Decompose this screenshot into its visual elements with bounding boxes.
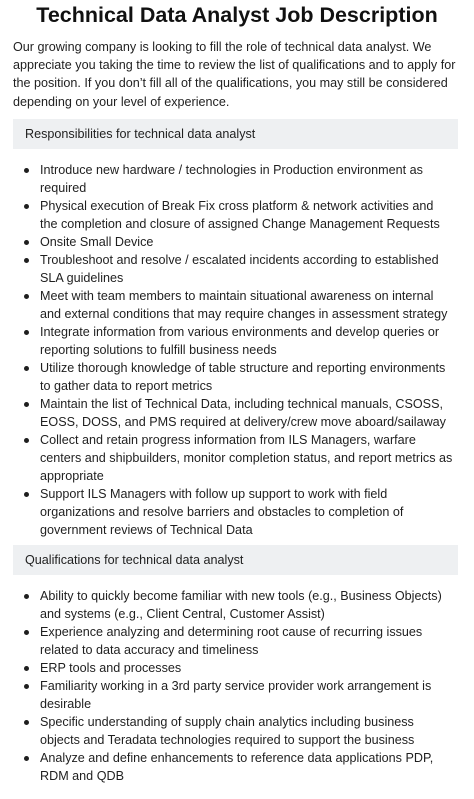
bullet-icon [24, 258, 29, 263]
bullet-icon [24, 168, 29, 173]
responsibility-item [24, 323, 454, 359]
responsibility-text: Introduce new hardware / technologies in Production environment as required [40, 163, 423, 195]
bullet-icon [24, 684, 29, 689]
responsibilities-heading: Responsibilities for technical data analyst [13, 119, 458, 149]
bullet-icon [24, 330, 29, 335]
qualifications-heading: Qualifications for technical data analyst [13, 545, 458, 575]
qualification-text: Analyze and define enhancements to reference data applications PDP, RDM and QDB [40, 751, 434, 783]
page-title: Technical Data Analyst Job Description [36, 3, 438, 27]
responsibility-text: Physical execution of Break Fix cross platform & network activities and the completion and closure of assigned Change Management Requests [40, 199, 440, 231]
responsibility-item [24, 431, 454, 485]
bullet-icon [24, 630, 29, 635]
responsibility-item [24, 233, 454, 251]
responsibility-text: Utilize thorough knowledge of table structure and reporting environments to gather data to report metrics [40, 361, 446, 393]
responsibilities-list [24, 161, 454, 539]
bullet-icon [24, 240, 29, 245]
qualification-item [24, 659, 454, 677]
qualification-item [24, 677, 454, 713]
responsibility-text: Integrate information from various environments and develop queries or reporting solutions to fulfill business needs [40, 325, 440, 357]
qualifications-list [24, 587, 454, 785]
bullet-icon [24, 756, 29, 761]
qualification-text: Ability to quickly become familiar with new tools (e.g., Business Objects) and systems (e.g., Client Central, Customer Assist) [40, 589, 442, 621]
responsibility-item [24, 395, 454, 431]
qualification-text: Familiarity working in a 3rd party service provider work arrangement is desirable [40, 679, 432, 711]
responsibility-text: Troubleshoot and resolve / escalated incidents according to established SLA guidelines [40, 253, 439, 285]
bullet-icon [24, 594, 29, 599]
qualification-item [24, 623, 454, 659]
responsibility-text: Support ILS Managers with follow up support to work with field organizations and resolve barriers and obstacles to completion of government reviews of Technical Data [40, 487, 404, 537]
bullet-icon [24, 402, 29, 407]
responsibility-item [24, 251, 454, 287]
responsibility-text: Onsite Small Device [40, 235, 154, 249]
intro-paragraph: Our growing company is looking to fill the role of technical data analyst. We appreciate you taking the time to review the list of qualifications and to apply for the position. If you don’t fill all of the qualifications, you may still be considered depending on your level of experience. [13, 40, 456, 109]
responsibility-item [24, 359, 454, 395]
responsibility-item [24, 161, 454, 197]
bullet-icon [24, 666, 29, 671]
responsibility-item [24, 287, 454, 323]
qualification-text: Experience analyzing and determining root cause of recurring issues related to data accuracy and timeliness [40, 625, 423, 657]
responsibility-text: Meet with team members to maintain situational awareness on internal and external conditions that may require changes in assessment strategy [40, 289, 448, 321]
responsibility-item [24, 197, 454, 233]
qualification-item [24, 713, 454, 749]
bullet-icon [24, 204, 29, 209]
responsibility-item [24, 485, 454, 539]
bullet-icon [24, 366, 29, 371]
responsibility-text: Collect and retain progress information from ILS Managers, warfare centers and shipbuilders, monitor completion status, and report metrics as appropriate [40, 433, 453, 483]
qualification-item [24, 587, 454, 623]
bullet-icon [24, 720, 29, 725]
bullet-icon [24, 492, 29, 497]
responsibility-text: Maintain the list of Technical Data, including technical manuals, CSOSS, EOSS, DOSS, and PMS required at delivery/crew move aboard/sailaway [40, 397, 446, 429]
bullet-icon [24, 438, 29, 443]
bullet-icon [24, 294, 29, 299]
qualification-text: Specific understanding of supply chain analytics including business objects and Teradata technologies required to support the business [40, 715, 415, 747]
qualification-text: ERP tools and processes [40, 661, 182, 675]
qualification-item [24, 749, 454, 785]
